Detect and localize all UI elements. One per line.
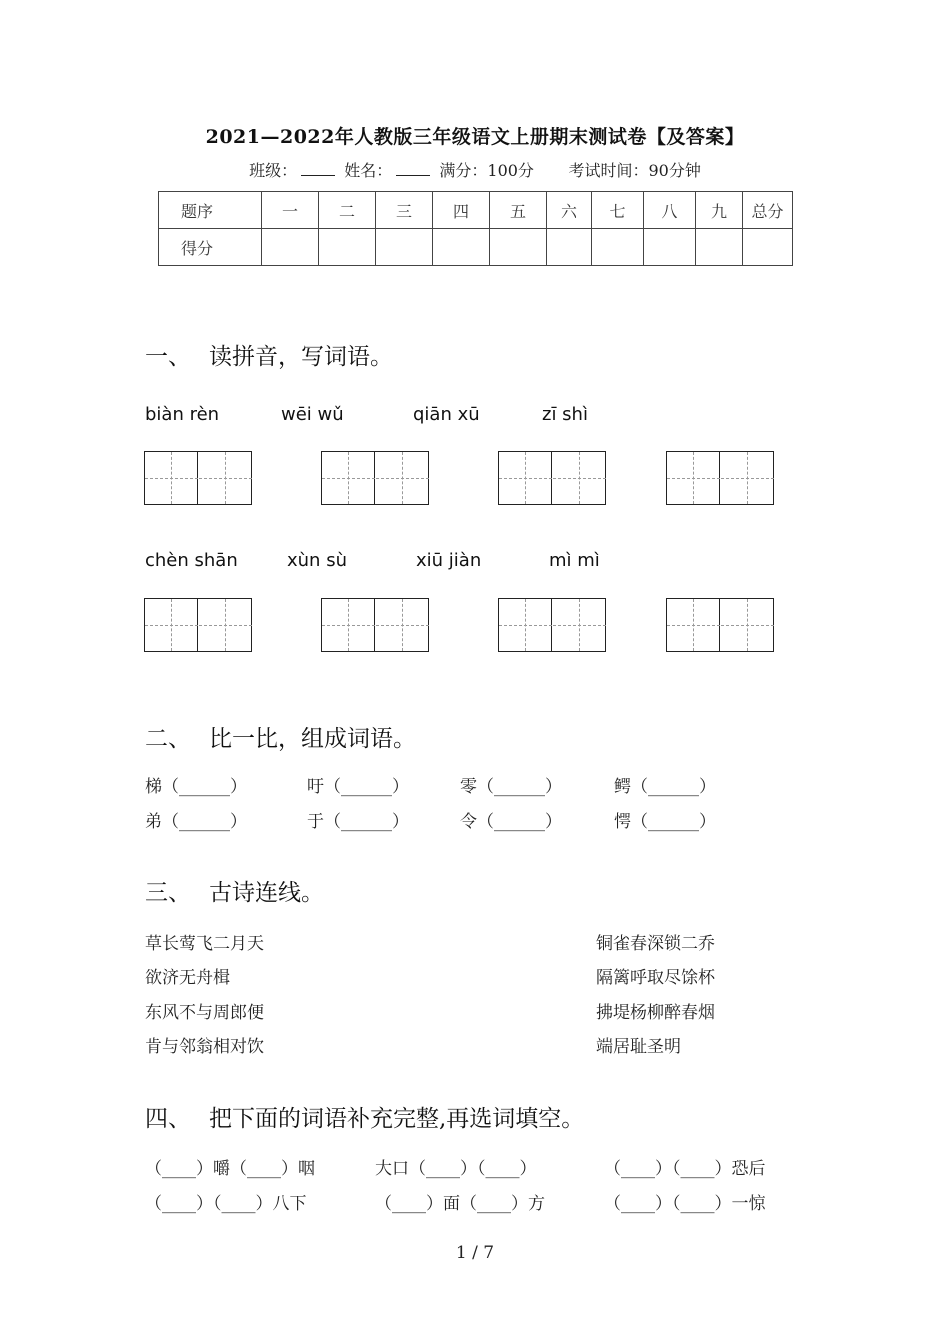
table-cell-header: 一 [262, 192, 319, 229]
writing-grid[interactable] [321, 598, 429, 652]
section-title: 比一比，组成词语。 [209, 726, 416, 752]
table-cell-header: 九 [696, 192, 743, 229]
section-title: 把下面的词语补充完整,再选词填空。 [209, 1106, 585, 1132]
score-cell[interactable] [743, 229, 793, 266]
idiom-blank[interactable]: （____）（____）八下 [145, 1194, 307, 1214]
writing-grid[interactable] [498, 451, 606, 505]
pinyin: biàn rèn [145, 404, 220, 425]
table-cell-header: 四 [433, 192, 490, 229]
idiom-blank[interactable]: 大口（____）（____） [375, 1159, 537, 1179]
table-cell-header: 三 [376, 192, 433, 229]
section-number: 四、 [145, 1106, 191, 1132]
page-number: 1 / 7 [455, 1243, 495, 1263]
word-blank[interactable]: 令（______） [460, 812, 562, 832]
pinyin: xùn sù [287, 550, 347, 571]
writing-grid[interactable] [666, 598, 774, 652]
score-table-header-row [159, 192, 793, 229]
section-1-heading [145, 338, 393, 371]
word-blank[interactable]: 零（______） [460, 777, 562, 797]
writing-grid[interactable] [144, 451, 252, 505]
exam-info [0, 158, 950, 181]
word-blank[interactable]: 梯（______） [145, 777, 247, 797]
poem-line-right[interactable]: 拂堤杨柳醉春烟 [596, 1003, 715, 1023]
class-label: 班级： [249, 161, 298, 180]
idiom-blank[interactable]: （____）面（____）方 [375, 1194, 545, 1214]
score-cell[interactable] [319, 229, 376, 266]
score-cell[interactable] [376, 229, 433, 266]
pinyin: zī shì [542, 404, 588, 425]
poem-line-right[interactable]: 铜雀春深锁二乔 [596, 934, 715, 954]
pinyin: wēi wǔ [281, 404, 344, 425]
poem-line-right[interactable]: 端居耻圣明 [596, 1037, 681, 1057]
pinyin: mì mì [549, 550, 600, 571]
writing-grid[interactable] [666, 451, 774, 505]
poem-line-left[interactable]: 欲济无舟楫 [145, 968, 230, 988]
table-cell-header: 二 [319, 192, 376, 229]
word-blank[interactable]: 弟（______） [145, 812, 247, 832]
full-score-label: 满分：100分 [439, 161, 534, 180]
writing-grid[interactable] [498, 598, 606, 652]
score-cell[interactable] [262, 229, 319, 266]
score-cell[interactable] [433, 229, 490, 266]
writing-grid[interactable] [321, 451, 429, 505]
writing-grid[interactable] [144, 598, 252, 652]
class-blank[interactable] [301, 161, 335, 176]
word-blank[interactable]: 吁（______） [307, 777, 409, 797]
poem-line-left[interactable]: 东风不与周郎便 [145, 1003, 264, 1023]
score-cell[interactable] [490, 229, 547, 266]
poem-line-right[interactable]: 隔篱呼取尽馀杯 [596, 968, 715, 988]
score-cell[interactable] [547, 229, 592, 266]
name-blank[interactable] [396, 161, 430, 176]
score-cell[interactable] [592, 229, 644, 266]
score-table-score-row [159, 229, 793, 266]
poem-line-left[interactable]: 肯与邻翁相对饮 [145, 1037, 264, 1057]
page-title: 2021—2022年人教版三年级语文上册期末测试卷【及答案】 [205, 126, 745, 148]
section-4-heading [145, 1100, 584, 1133]
word-blank[interactable]: 愕（______） [614, 812, 716, 832]
section-number: 三、 [145, 880, 191, 906]
score-cell[interactable] [644, 229, 696, 266]
pinyin: chèn shān [145, 550, 238, 571]
table-cell-header: 八 [644, 192, 696, 229]
section-2-heading [145, 720, 416, 753]
section-number: 一、 [145, 344, 191, 370]
name-label: 姓名： [344, 161, 393, 180]
idiom-blank[interactable]: （____）（____）一惊 [604, 1194, 766, 1214]
table-cell-header: 七 [592, 192, 644, 229]
word-blank[interactable]: 于（______） [307, 812, 409, 832]
pinyin: qiān xū [413, 404, 480, 425]
pinyin: xiū jiàn [416, 550, 482, 571]
section-title: 读拼音，写词语。 [209, 344, 393, 370]
section-title: 古诗连线。 [209, 880, 324, 906]
section-number: 二、 [145, 726, 191, 752]
poem-line-left[interactable]: 草长莺飞二月天 [145, 934, 264, 954]
table-cell-header: 五 [490, 192, 547, 229]
word-blank[interactable]: 鳄（______） [614, 777, 716, 797]
idiom-blank[interactable]: （____）（____）恐后 [604, 1159, 766, 1179]
table-cell-header: 六 [547, 192, 592, 229]
score-table [158, 191, 793, 266]
table-cell-header: 总分 [743, 192, 793, 229]
score-cell[interactable] [696, 229, 743, 266]
exam-time-label: 考试时间：90分钟 [568, 161, 701, 180]
idiom-blank[interactable]: （____）嚼（____）咽 [145, 1159, 315, 1179]
section-3-heading [145, 874, 324, 907]
table-cell-header: 题序 [159, 192, 262, 229]
table-cell-row-label: 得分 [159, 229, 262, 266]
